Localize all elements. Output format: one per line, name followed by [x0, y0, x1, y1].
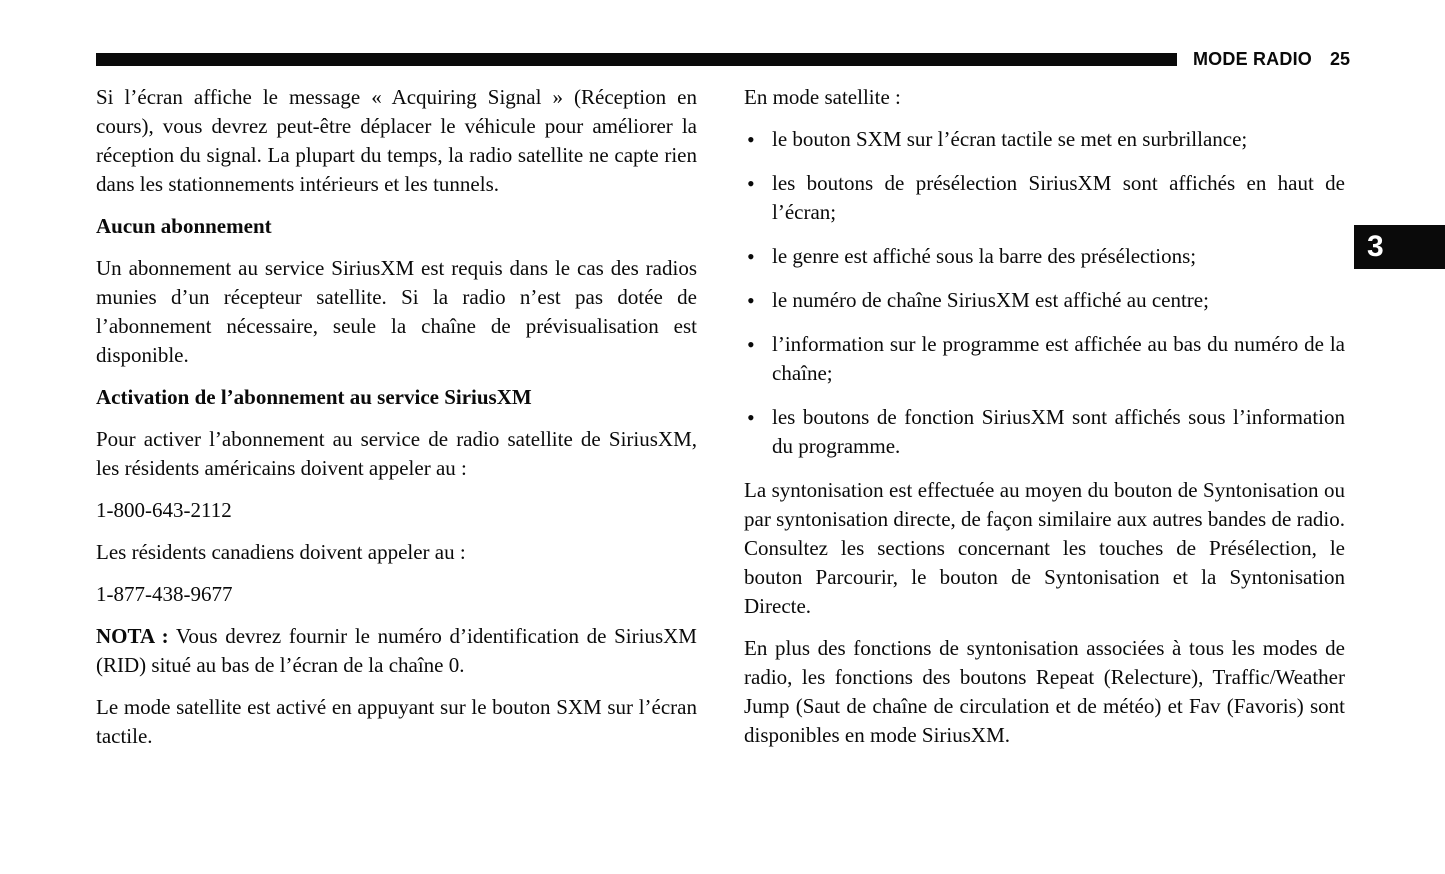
chapter-number: 3	[1367, 230, 1384, 263]
nota-text: Vous devrez fournir le numéro d’identification de SiriusXM (RID) situé au bas de l’écran de la chaîne 0.	[96, 624, 697, 677]
paragraph-acquiring-signal: Si l’écran affiche le message « Acquiring Signal » (Réception en cours), vous devrez peut-être déplacer le véhicule pour améliorer la réception du signal. La plupart du temps, la radio satellite ne capte rien dans les stationnements intérieurs et les tunnels.	[96, 85, 697, 196]
bullet-item	[744, 403, 1345, 461]
paragraph-activation-ca: Les résidents canadiens doivent appeler au :	[96, 540, 466, 564]
paragraph-subscription-required: Un abonnement au service SiriusXM est requis dans le cas des radios munies d’un récepteur satellite. Si la radio n’est pas dotée de l’abonnement nécessaire, seule la chaîne de prévisualisation est disponible.	[96, 256, 697, 367]
paragraph-activation-us: Pour activer l’abonnement au service de radio satellite de SiriusXM, les résidents américains doivent appeler au :	[96, 427, 697, 480]
paragraph-extra-functions: En plus des fonctions de syntonisation associées à tous les modes de radio, les fonctions des boutons Repeat (Relecture), Traffic/Weather Jump (Saut de chaîne de circulation et de météo) et Fav (Favoris) sont disponibles en mode SiriusXM.	[744, 636, 1345, 747]
left-column	[96, 83, 697, 764]
bullet-item-text: les boutons de présélection SiriusXM sont affichés en haut de l’écran;	[772, 171, 1345, 224]
bullet-item	[744, 125, 1345, 154]
bullet-item	[744, 330, 1345, 388]
header-page-number: 25	[1329, 48, 1350, 69]
satellite-bullet-list	[744, 125, 1345, 461]
chapter-side-tab	[1354, 225, 1445, 269]
heading-aucun-abonnement: Aucun abonnement	[96, 214, 272, 238]
paragraph-nota	[96, 622, 697, 680]
nota-label: NOTA :	[96, 624, 169, 648]
bullet-item-text: les boutons de fonction SiriusXM sont affichés sous l’information du programme.	[772, 405, 1345, 458]
page-header	[96, 48, 1350, 70]
right-column	[744, 83, 1345, 764]
bullet-item-text: le genre est affiché sous la barre des présélections;	[772, 244, 1197, 268]
bullet-item-text: l’information sur le programme est affichée au bas du numéro de la chaîne;	[772, 332, 1345, 385]
paragraph-satellite-intro: En mode satellite :	[744, 85, 901, 109]
bullet-item	[744, 286, 1345, 315]
header-rule	[96, 53, 1177, 66]
bullet-item	[744, 169, 1345, 227]
header-title: MODE RADIO	[1192, 48, 1312, 69]
bullet-item-text: le numéro de chaîne SiriusXM est affiché au centre;	[772, 288, 1209, 312]
heading-activation-abonnement: Activation de l’abonnement au service SiriusXM	[96, 385, 532, 409]
paragraph-satellite-mode: Le mode satellite est activé en appuyant sur le bouton SXM sur l’écran tactile.	[96, 695, 697, 748]
phone-number-ca: 1-877-438-9677	[96, 582, 233, 606]
paragraph-tuning: La syntonisation est effectuée au moyen du bouton de Syntonisation ou par syntonisation directe, de façon similaire aux autres bandes de radio. Consultez les sections concernant les touches de Présélection, le bouton Parcourir, le bouton de Syntonisation et la Syntonisation Directe.	[744, 478, 1345, 618]
body-columns	[96, 83, 1346, 764]
bullet-item	[744, 242, 1345, 271]
bullet-item-text: le bouton SXM sur l’écran tactile se met en surbrillance;	[772, 127, 1248, 151]
phone-number-us: 1-800-643-2112	[96, 498, 232, 522]
